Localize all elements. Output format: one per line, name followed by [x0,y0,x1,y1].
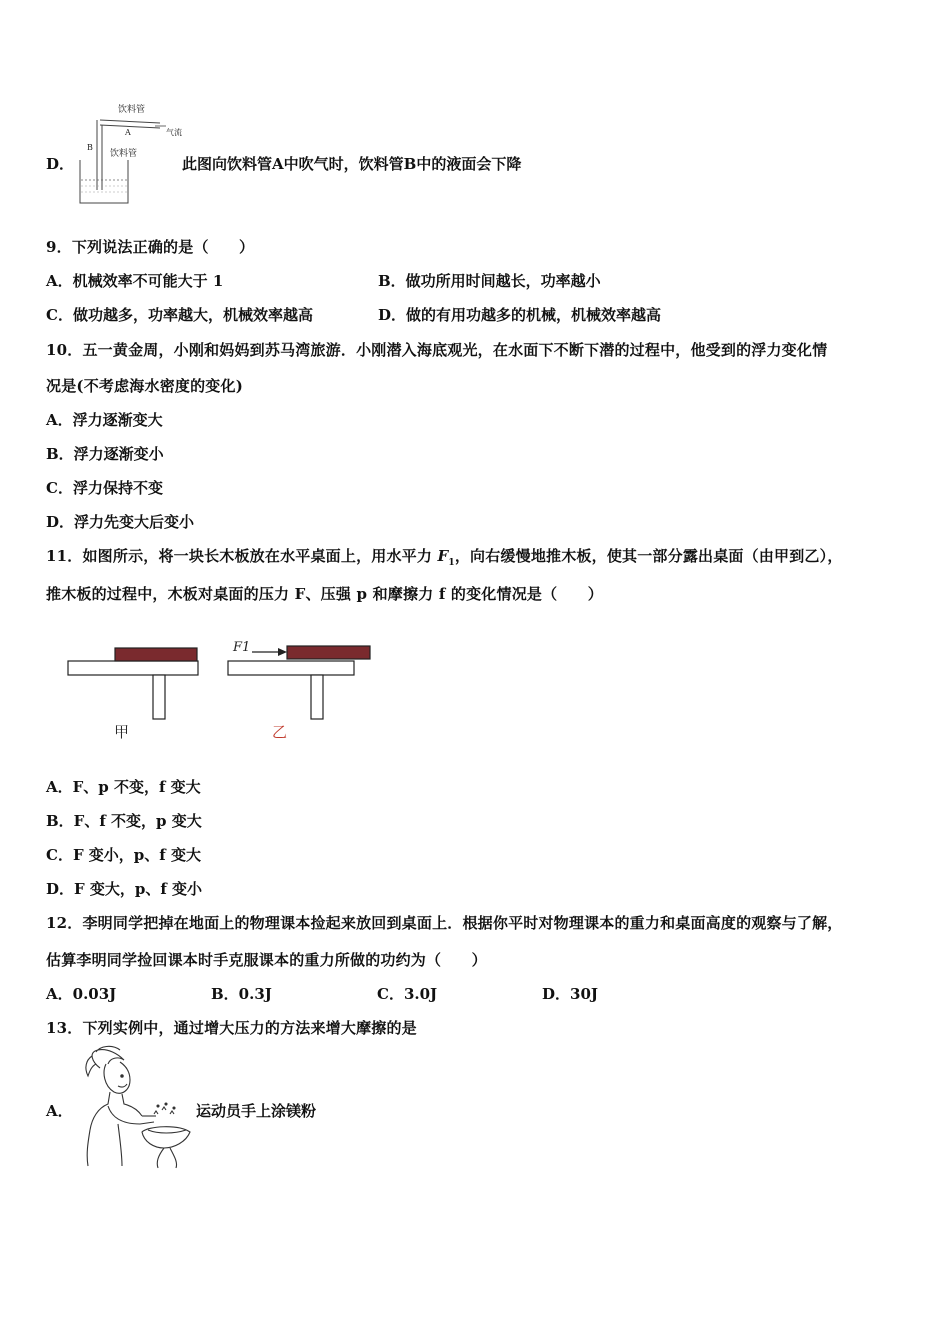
airflow-label: 气流 [166,128,182,137]
board-push-diagram [60,630,390,750]
force-label: F1 [233,640,251,655]
figure-label-right: 乙 [272,723,288,741]
q9-option-c: C．做功越多，功率越大，机械效率越高 [46,306,313,324]
table-top-right [228,661,354,675]
q13-option-a-letter: A． [46,1102,73,1120]
straw-side-label: 饮料管 [110,149,138,159]
tube-a-label: A [125,128,131,137]
q12-stem-line1: 12．李明同学把掉在地面上的物理课本捡起来放回到桌面上．根据你平时对物理课本的重力和桌面高度的观察与了解， [46,914,843,932]
q11-force-symbol: F [437,547,449,565]
q9-option-b: B．做功所用时间越长，功率越小 [378,272,601,290]
q11-stem-pre: 11．如图所示，将一块长木板放在水平桌面上，用水平力 [46,547,438,565]
q10-option-a: A．浮力逐渐变大 [46,411,163,429]
q10-stem-line1: 10．五一黄金周，小刚和妈妈到苏马湾旅游．小刚潜入海底观光，在水面下不断下潜的过程中，他受到的浮力变化情 [46,341,828,359]
table-top-left [68,661,198,675]
q9-stem: 9．下列说法正确的是（ ） [46,238,255,256]
q11-stem-line1 [46,545,843,568]
athlete-chalk-figure [78,1046,196,1170]
q11-option-b: B．F、f 不变，p 变大 [46,812,202,830]
q11-force-subscript: 1 [448,558,455,568]
q10-option-d: D．浮力先变大后变小 [46,513,195,531]
q10-stem-line2: 况是(不考虑海水密度的变化) [46,377,243,395]
q10-option-b: B．浮力逐渐变小 [46,445,164,463]
straw-top-label: 饮料管 [118,105,146,115]
straw-experiment-figure [70,100,180,210]
q12-stem-line2: 估算李明同学捡回课本时手克服课本的重力所做的功约为（ ） [46,951,487,969]
q11-option-d: D．F 变大，p、f 变小 [46,880,203,898]
q11-option-c: C．F 变小，p、f 变大 [46,846,201,864]
board-right [287,646,370,659]
figure-label-left: 甲 [114,723,130,741]
athlete-sketch [78,1046,196,1170]
q12-option-a: A．0.03J [46,985,117,1003]
q12-option-d: D．30J [542,985,598,1003]
q9-option-a: A．机械效率不可能大于 1 [46,272,224,290]
force-arrow-head [278,648,287,656]
q13-stem: 13．下列实例中，通过增大压力的方法来增大摩擦的是 [46,1019,417,1037]
q11-stem-post: ，向右缓慢地推木板，使其一部分露出桌面（由甲到乙）， [454,547,843,565]
q11-stem-line2: 推木板的过程中，木板对桌面的压力 F、压强 p 和摩擦力 f 的变化情况是（ ） [46,585,603,603]
q13-option-a-text: 运动员手上涂镁粉 [196,1102,317,1120]
table-leg-left [153,675,165,719]
q12-option-c: C．3.0J [377,985,438,1003]
q9-option-d: D．做的有用功越多的机械，机械效率越高 [378,306,662,324]
q11-option-a: A．F、p 不变，f 变大 [46,778,201,796]
board-left [115,648,197,661]
table-leg-right [311,675,323,719]
board-push-figure [60,630,390,750]
q8-option-d-letter: D． [46,155,75,173]
tube-b-label: B [87,143,93,152]
q12-option-b: B．0.3J [211,985,272,1003]
q10-option-c: C．浮力保持不变 [46,479,163,497]
q8-option-d-text: 此图向饮料管A中吹气时，饮料管B中的液面会下降 [182,155,522,173]
straw-diagram [70,100,180,210]
